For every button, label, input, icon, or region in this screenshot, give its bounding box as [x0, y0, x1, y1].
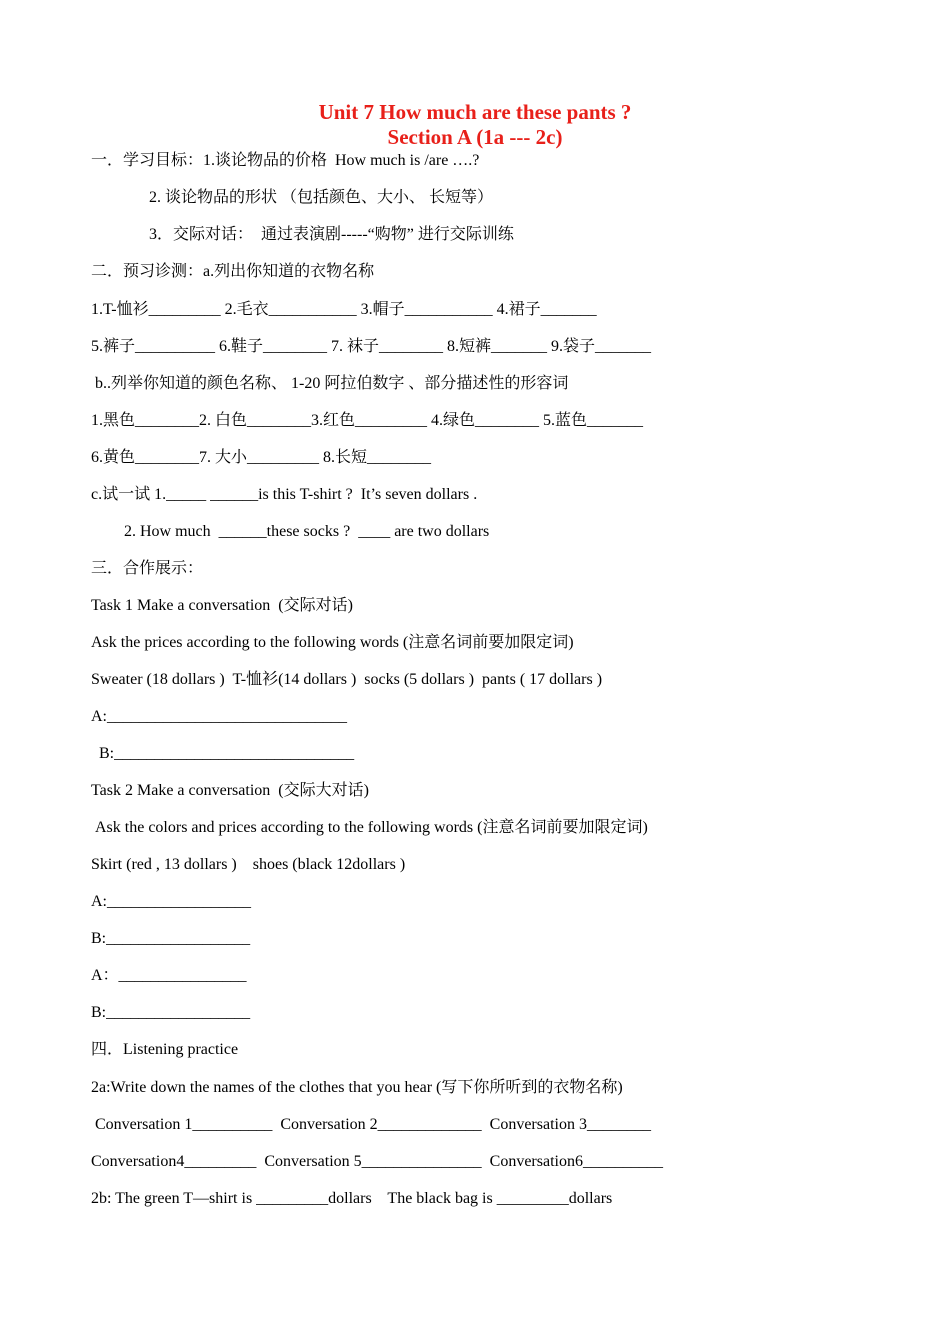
listening-2a-instruction: 2a:Write down the names of the clothes that you hear (写下你所听到的衣物名称) [91, 1079, 623, 1096]
page-subtitle: Section A (1a --- 2c) [387, 125, 563, 149]
listening-2a-row-2: Conversation4_________ Conversation 5_______________ Conversation6__________ [91, 1153, 663, 1170]
listening-2a-row-1: Conversation 1__________ Conversation 2_____________ Conversation 3________ [95, 1116, 651, 1133]
colors-blanks-row-1: 1.黑色________2. 白色________3.红色_________ 4.绿色________ 5.蓝色_______ [91, 412, 644, 429]
task-1-answer-b: B:______________________________ [99, 745, 355, 762]
task-2-words: Skirt (red , 13 dollars ) shoes (black 12dollars ) [91, 856, 406, 873]
task-2-answer-b2: B:__________________ [91, 1004, 251, 1021]
task-1-title: Task 1 Make a conversation (交际对话) [91, 597, 353, 614]
colors-numbers-heading: b..列举你知道的颜色名称、 1-20 阿拉伯数字 、部分描述性的形容词 [95, 375, 569, 392]
task-2-title: Task 2 Make a conversation (交际大对话) [91, 782, 369, 799]
colors-blanks-row-2: 6.黄色________7. 大小_________ 8.长短________ [91, 449, 432, 466]
task-2-answer-a2: A：________________ [91, 967, 247, 984]
listening-heading: 四．Listening practice [91, 1041, 239, 1058]
learning-goals-line-1: 一．学习目标：1.谈论物品的价格 How much is /are ….? [91, 152, 480, 169]
clothes-blanks-row-2: 5.裤子__________ 6.鞋子________ 7. 袜子________ 8.短裤_______ 9.袋子_______ [91, 338, 652, 355]
task-2-answer-b1: B:__________________ [91, 930, 251, 947]
task-2-answer-a1: A:__________________ [91, 893, 251, 910]
task-2-instruction: Ask the colors and prices according to the following words (注意名词前要加限定词) [95, 819, 648, 836]
clothes-blanks-row-1: 1.T-恤衫_________ 2.毛衣___________ 3.帽子___________ 4.裙子_______ [91, 301, 597, 318]
learning-goals-line-2: 2. 谈论物品的形状 （包括颜色、大小、 长短等） [149, 189, 494, 206]
preview-heading: 二．预习诊测：a.列出你知道的衣物名称 [91, 263, 375, 280]
try-it-line-1: c.试一试 1._____ ______is this T-shirt ? It’s seven dollars . [91, 486, 478, 503]
task-1-words: Sweater (18 dollars ) T-恤衫(14 dollars ) socks (5 dollars ) pants ( 17 dollars ) [91, 671, 603, 688]
task-1-answer-a: A:______________________________ [91, 708, 347, 725]
page-title: Unit 7 How much are these pants ? [318, 100, 632, 124]
cooperation-heading: 三．合作展示： [91, 560, 204, 577]
listening-2b-line: 2b: The green T—shirt is _________dollars The black bag is _________dollars [91, 1190, 613, 1207]
try-it-line-2: 2. How much ______these socks ? ____ are two dollars [124, 523, 490, 540]
learning-goals-line-3: 3．交际对话： 通过表演剧-----“购物” 进行交际训练 [149, 226, 514, 243]
task-1-instruction: Ask the prices according to the following words (注意名词前要加限定词) [91, 634, 574, 651]
